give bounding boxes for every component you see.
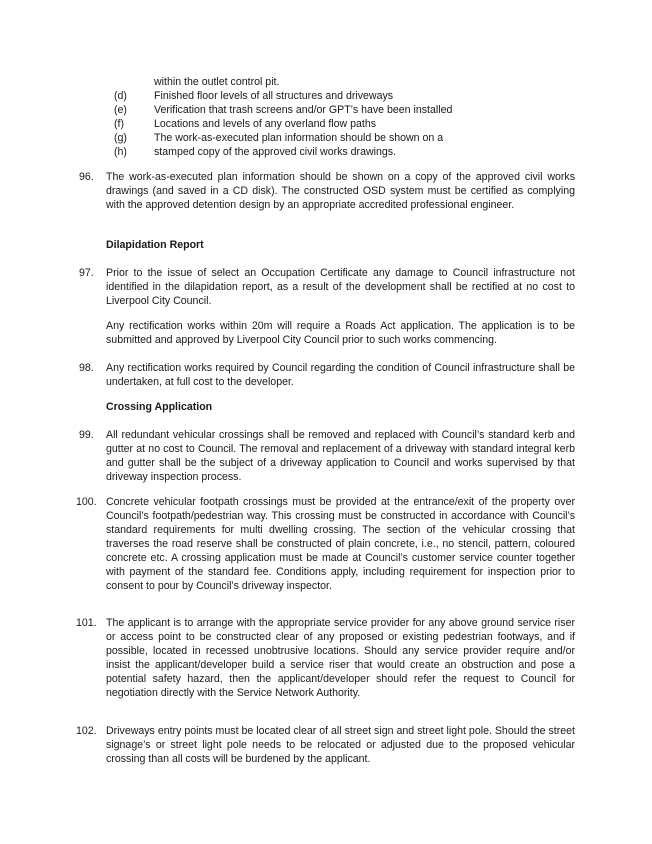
condition-number: 96. bbox=[79, 171, 94, 183]
condition-number: 97. bbox=[79, 267, 94, 279]
sub-item-letter: (e) bbox=[114, 104, 127, 116]
sub-item-f bbox=[114, 117, 376, 131]
condition-99-text: All redundant vehicular crossings shall be removed and replaced with Council’s standard kerb and gutter at no cost to Council. The removal and replacement of a driveway with standard integral kerb and gutter shall be the subject of a driveway application to Council and works supervised by that driveway inspection process. bbox=[106, 429, 575, 483]
condition-98-text: Any rectification works required by Council regarding the condition of Council infrastructure shall be undertaken, at full cost to the developer. bbox=[106, 362, 575, 388]
condition-102-text: Driveways entry points must be located clear of all street sign and street light pole. Should the street signage’s or street light pole needs to be relocated or adjusted due to the proposed vehicular crossing than all costs will be burdened by the applicant. bbox=[106, 725, 575, 765]
sub-item-text: Finished floor levels of all structures and driveways bbox=[154, 90, 394, 102]
sub-item-text: Verification that trash screens and/or GPT’s have been installed bbox=[154, 104, 453, 116]
sub-item-letter: (h) bbox=[114, 146, 127, 158]
sub-item-letter: (f) bbox=[114, 118, 124, 130]
condition-number: 101. bbox=[76, 617, 97, 629]
sub-item-text: stamped copy of the approved civil works drawings. bbox=[154, 146, 397, 158]
sub-item-text: Locations and levels of any overland flow paths bbox=[154, 118, 377, 130]
sub-item-h bbox=[114, 145, 396, 159]
sub-item-g bbox=[114, 131, 443, 145]
condition-100-text: Concrete vehicular footpath crossings must be provided at the entrance/exit of the property over Council’s footpath/pedestrian way. This crossing must be constructed in accordance with Council’s standard requirements for multi dwelling crossing. The section of the vehicular crossing that traverses the road reserve shall be constructed of plain concrete, i.e., no stencil, pattern, coloured concrete etc. A crossing application must be made at Council’s customer service counter together with payment of the standard fee. Conditions apply, including requirement for inspection prior to consent to pour by Council’s driveway inspector. bbox=[106, 496, 575, 592]
heading-dilapidation-report: Dilapidation Report bbox=[106, 239, 204, 251]
sub-item-d bbox=[114, 89, 393, 103]
condition-number: 99. bbox=[79, 429, 94, 441]
sub-item-e bbox=[114, 103, 452, 117]
sub-item-letter: (d) bbox=[114, 90, 127, 102]
condition-number: 100. bbox=[76, 496, 97, 508]
condition-number: 102. bbox=[76, 725, 97, 737]
heading-crossing-application: Crossing Application bbox=[106, 401, 213, 413]
sub-item-letter: (g) bbox=[114, 132, 127, 144]
condition-97-text-2: Any rectification works within 20m will require a Roads Act application. The application is to be submitted and approved by Liverpool City Council prior to such works commencing. bbox=[106, 320, 575, 346]
sub-item-text: The work-as-executed plan information should be shown on a bbox=[154, 132, 444, 144]
condition-101-text: The applicant is to arrange with the appropriate service provider for any above ground service riser or access point to be constructed clear of any proposed or existing pedestrian footways, and if possible, located in recessed unobtrusive locations. Should any service provider require and/or insist the applicant/developer build a service riser that would create an obstruction and pose a potential safety hazard, then the applicant/developer should refer the request to Council for negotiation directly with the Service Network Authority. bbox=[106, 617, 575, 699]
condition-97-text: Prior to the issue of select an Occupation Certificate any damage to Council infrastructure not identified in the dilapidation report, as a result of the development shall be rectified at no cost to Liverpool City Council. bbox=[106, 267, 575, 307]
continuation-line: within the outlet control pit. bbox=[154, 76, 280, 88]
condition-96-text: The work-as-executed plan information should be shown on a copy of the approved civil works drawings (and saved in a CD disk). The constructed OSD system must be certified as complying with the approved detention design by an appropriate accredited professional engineer. bbox=[106, 171, 575, 211]
condition-number: 98. bbox=[79, 362, 94, 374]
